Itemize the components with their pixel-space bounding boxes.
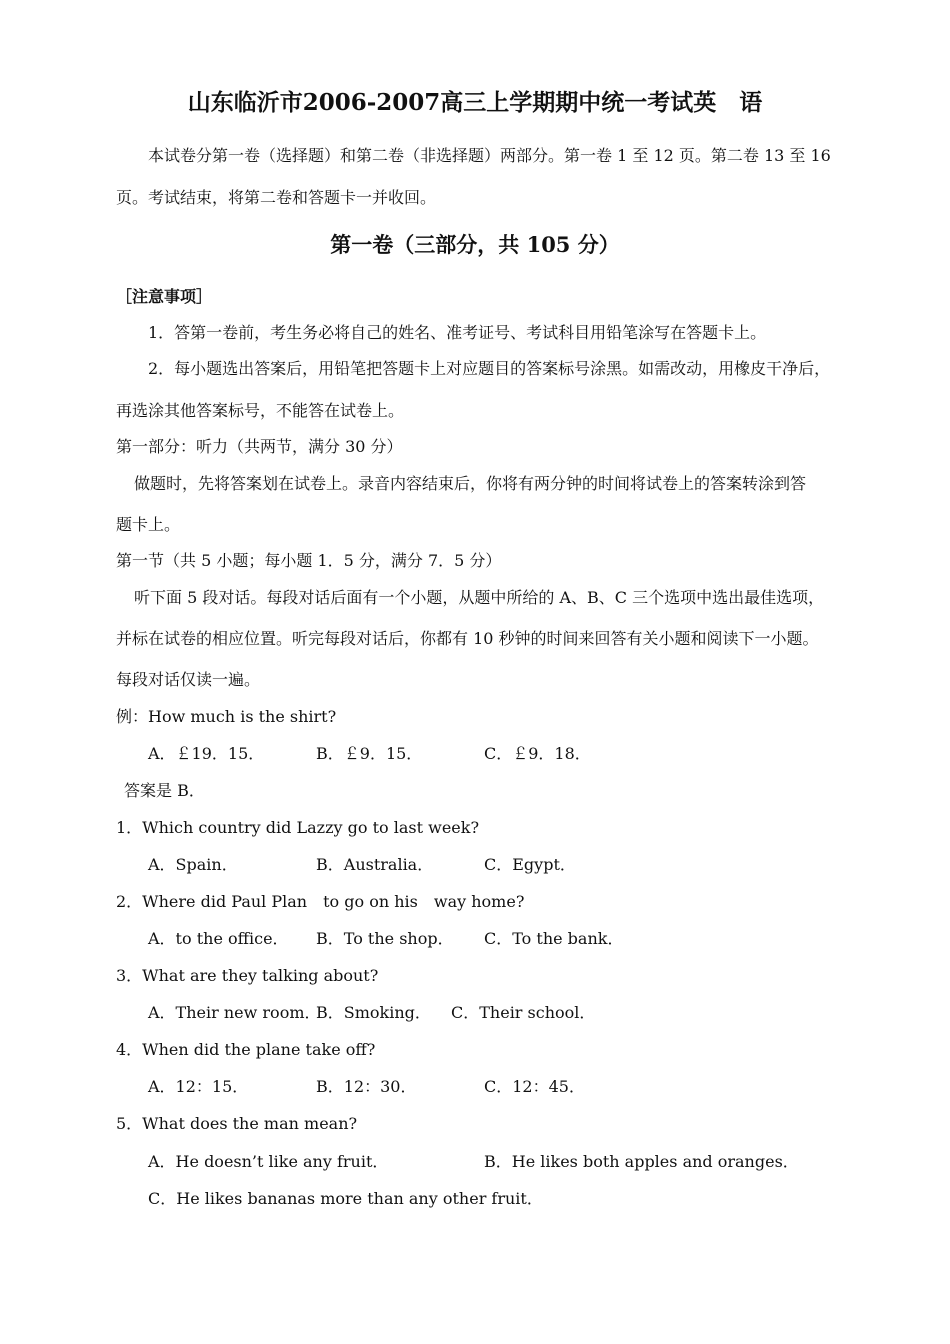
- question-5-option-c: C．He likes bananas more than any other fruit．: [148, 1189, 543, 1208]
- question-3-option-c: C．Their school．: [451, 1003, 596, 1022]
- part1-instruction-line-2: 题卡上。: [116, 515, 181, 534]
- notice-heading: ［注意事项］: [116, 287, 213, 306]
- question-2-option-b: B．To the shop．: [316, 929, 454, 948]
- notice-item-1: 1．答第一卷前，考生务必将自己的姓名、准考证号、考试科目用铅笔涂写在答题卡上。: [148, 323, 767, 342]
- part1-instruction-line-1: 做题时，先将答案划在试卷上。录音内容结束后，你将有两分钟的时间将试卷上的答案转涂到答: [134, 474, 807, 493]
- section1-instruction-line-2: 并标在试卷的相应位置。听完每段对话后，你都有 10 秒钟的时间来回答有关小题和阅读下一小题。: [116, 629, 819, 648]
- question-2-option-c: C．To the bank．: [484, 929, 624, 948]
- notice-item-2-line-2: 再选涂其他答案标号，不能答在试卷上。: [116, 401, 405, 420]
- section1-heading: 第一节（共 5 小题；每小题 1．5 分，满分 7．5 分）: [116, 551, 502, 570]
- question-4-option-c: C．12：45．: [484, 1077, 585, 1096]
- question-3-option-b: B．Smoking．: [316, 1003, 431, 1022]
- notice-item-2-line-1: 2．每小题选出答案后，用铅笔把答题卡上对应题目的答案标号涂黑。如需改动，用橡皮干净后，: [148, 359, 831, 378]
- example-option-c: C．￡9．18．: [484, 744, 591, 763]
- question-1: 1．Which country did Lazzy go to last week?: [116, 818, 480, 837]
- question-4: 4．When did the plane take off?: [116, 1040, 376, 1059]
- example-answer: 答案是 B．: [124, 781, 205, 800]
- question-5-option-b: B．He likes both apples and oranges．: [484, 1152, 799, 1171]
- example-option-b: B．￡9．15．: [316, 744, 423, 763]
- intro-line-2: 页。考试结束，将第二卷和答题卡一并收回。: [116, 188, 437, 207]
- question-1-option-c: C．Egypt．: [484, 855, 576, 874]
- section1-instruction-line-1: 听下面 5 段对话。每段对话后面有一个小题，从题中所给的 A、B、C 三个选项中选出最佳选项，: [134, 588, 825, 607]
- question-4-option-b: B．12：30．: [316, 1077, 417, 1096]
- volume-heading: 第一卷（三部分，共 105 分）: [330, 232, 620, 257]
- question-2: 2．Where did Paul Plan to go on his way home?: [116, 892, 525, 911]
- example-option-a: A．￡19．15．: [148, 744, 265, 763]
- question-4-option-a: A．12：15．: [148, 1077, 249, 1096]
- part1-heading: 第一部分：听力（共两节，满分 30 分）: [116, 437, 403, 456]
- question-3-option-a: A．Their new room．: [148, 1003, 321, 1022]
- question-1-option-a: A．Spain．: [148, 855, 238, 874]
- question-5: 5．What does the man mean?: [116, 1114, 358, 1133]
- question-3: 3．What are they talking about?: [116, 966, 379, 985]
- section1-instruction-line-3: 每段对话仅读一遍。: [116, 670, 261, 689]
- exam-title: 山东临沂市2006-2007高三上学期期中统一考试英 语: [187, 89, 763, 116]
- question-5-option-a: A．He doesn’t like any fruit．: [148, 1152, 389, 1171]
- intro-line-1: 本试卷分第一卷（选择题）和第二卷（非选择题）两部分。第一卷 1 至 12 页。第二卷 13 至 16: [148, 146, 831, 165]
- question-1-option-b: B．Australia．: [316, 855, 434, 874]
- question-2-option-a: A．to the office．: [148, 929, 289, 948]
- example-question: 例：How much is the shirt?: [116, 707, 337, 726]
